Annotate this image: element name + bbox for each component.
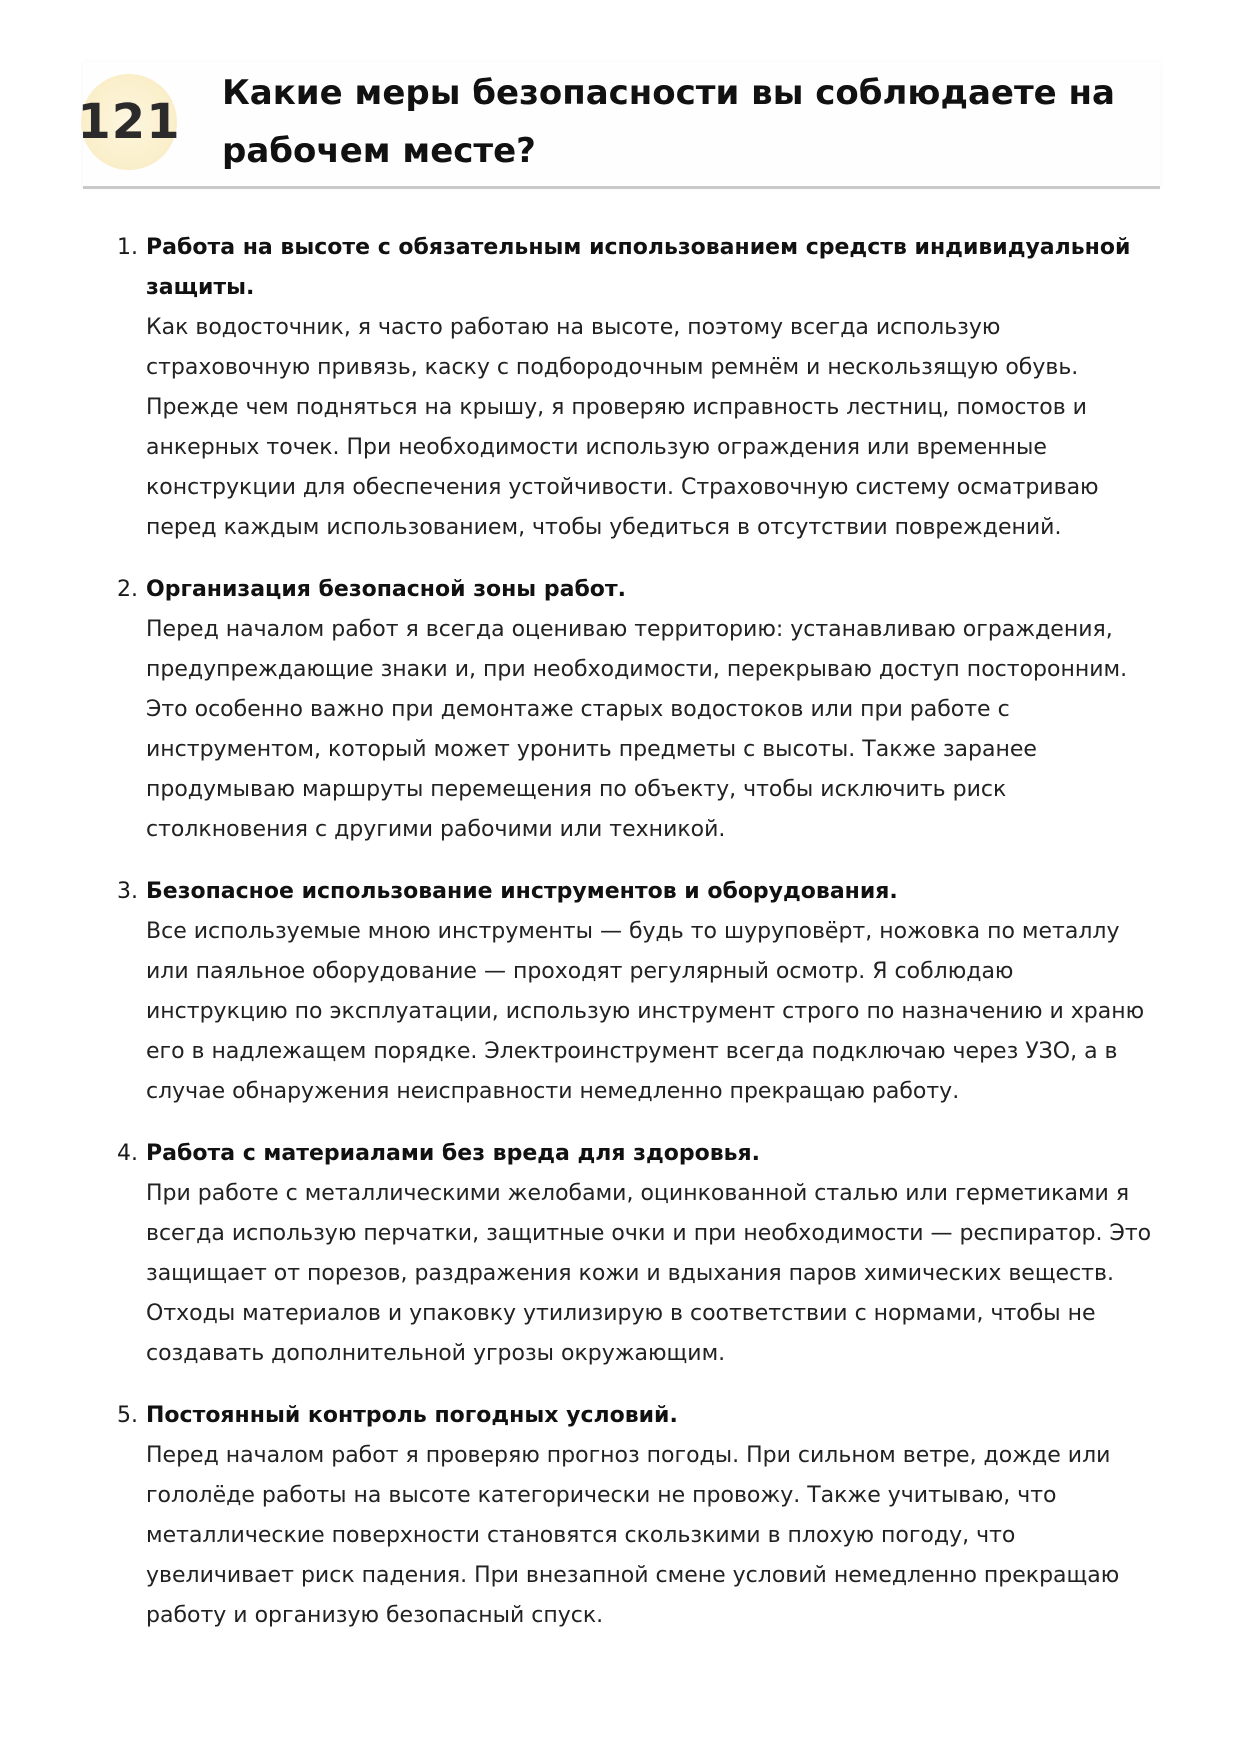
- answer-list: [110, 228, 1160, 1658]
- item-heading: Работа на высоте с обязательным использованием средств индивидуальной защиты.: [146, 235, 1131, 300]
- question-number-badge: [77, 74, 181, 170]
- list-item: [110, 228, 1160, 548]
- list-item: [110, 570, 1160, 850]
- list-item: [110, 1134, 1160, 1374]
- list-item: [110, 872, 1160, 1112]
- item-number: 3.: [117, 879, 138, 904]
- question-title: Какие меры безопасности вы соблюдаете на рабочем месте?: [222, 73, 1115, 171]
- item-heading: Организация безопасной зоны работ.: [146, 577, 627, 602]
- item-heading: Постоянный контроль погодных условий.: [146, 1403, 678, 1428]
- item-number: 2.: [117, 577, 138, 602]
- item-body: Как водосточник, я часто работаю на высоте, поэтому всегда использую страховочную привязь, каску с подбородочным ремнём и нескользящую обувь. Прежде чем подняться на крышу, я проверяю исправность лестниц, помостов и анкерных точек. При необходимости использую ограждения или временные конструкции для обеспечения устойчивости. Страховочную систему осматриваю перед каждым использованием, чтобы убедиться в отсутствии повреждений.: [146, 315, 1099, 540]
- item-number: 1.: [117, 235, 138, 260]
- list-item: [110, 1396, 1160, 1636]
- item-heading: Работа с материалами без вреда для здоровья.: [146, 1141, 761, 1166]
- item-heading: Безопасное использование инструментов и оборудования.: [146, 879, 898, 904]
- item-body: Перед началом работ я проверяю прогноз погоды. При сильном ветре, дожде или гололёде работы на высоте категорически не провожу. Также учитываю, что металлические поверхности становятся скользкими в плохую погоду, что увеличивает риск падения. При внезапной смене условий немедленно прекращаю работу и организую безопасный спуск.: [146, 1443, 1120, 1628]
- item-body: Перед началом работ я всегда оцениваю территорию: устанавливаю ограждения, предупреждающие знаки и, при необходимости, перекрываю доступ посторонним. Это особенно важно при демонтаже старых водостоков или при работе с инструментом, который может уронить предметы с высоты. Также заранее продумываю маршруты перемещения по объекту, чтобы исключить риск столкновения с другими рабочими или техникой.: [146, 617, 1128, 842]
- item-number: 5.: [117, 1403, 138, 1428]
- header-divider: [83, 186, 1160, 189]
- item-body: При работе с металлическими желобами, оцинкованной сталью или герметиками я всегда использую перчатки, защитные очки и при необходимости — респиратор. Это защищает от порезов, раздражения кожи и вдыхания паров химических веществ. Отходы материалов и упаковку утилизирую в соответствии с нормами, чтобы не создавать дополнительной угрозы окружающим.: [146, 1181, 1152, 1366]
- item-number: 4.: [117, 1141, 138, 1166]
- item-body: Все используемые мною инструменты — будь то шуруповёрт, ножовка по металлу или паяльное оборудование — проходят регулярный осмотр. Я соблюдаю инструкцию по эксплуатации, использую инструмент строго по назначению и храню его в надлежащем порядке. Электроинструмент всегда подключаю через УЗО, а в случае обнаружения неисправности немедленно прекращаю работу.: [146, 919, 1145, 1104]
- question-number: 121: [77, 94, 181, 150]
